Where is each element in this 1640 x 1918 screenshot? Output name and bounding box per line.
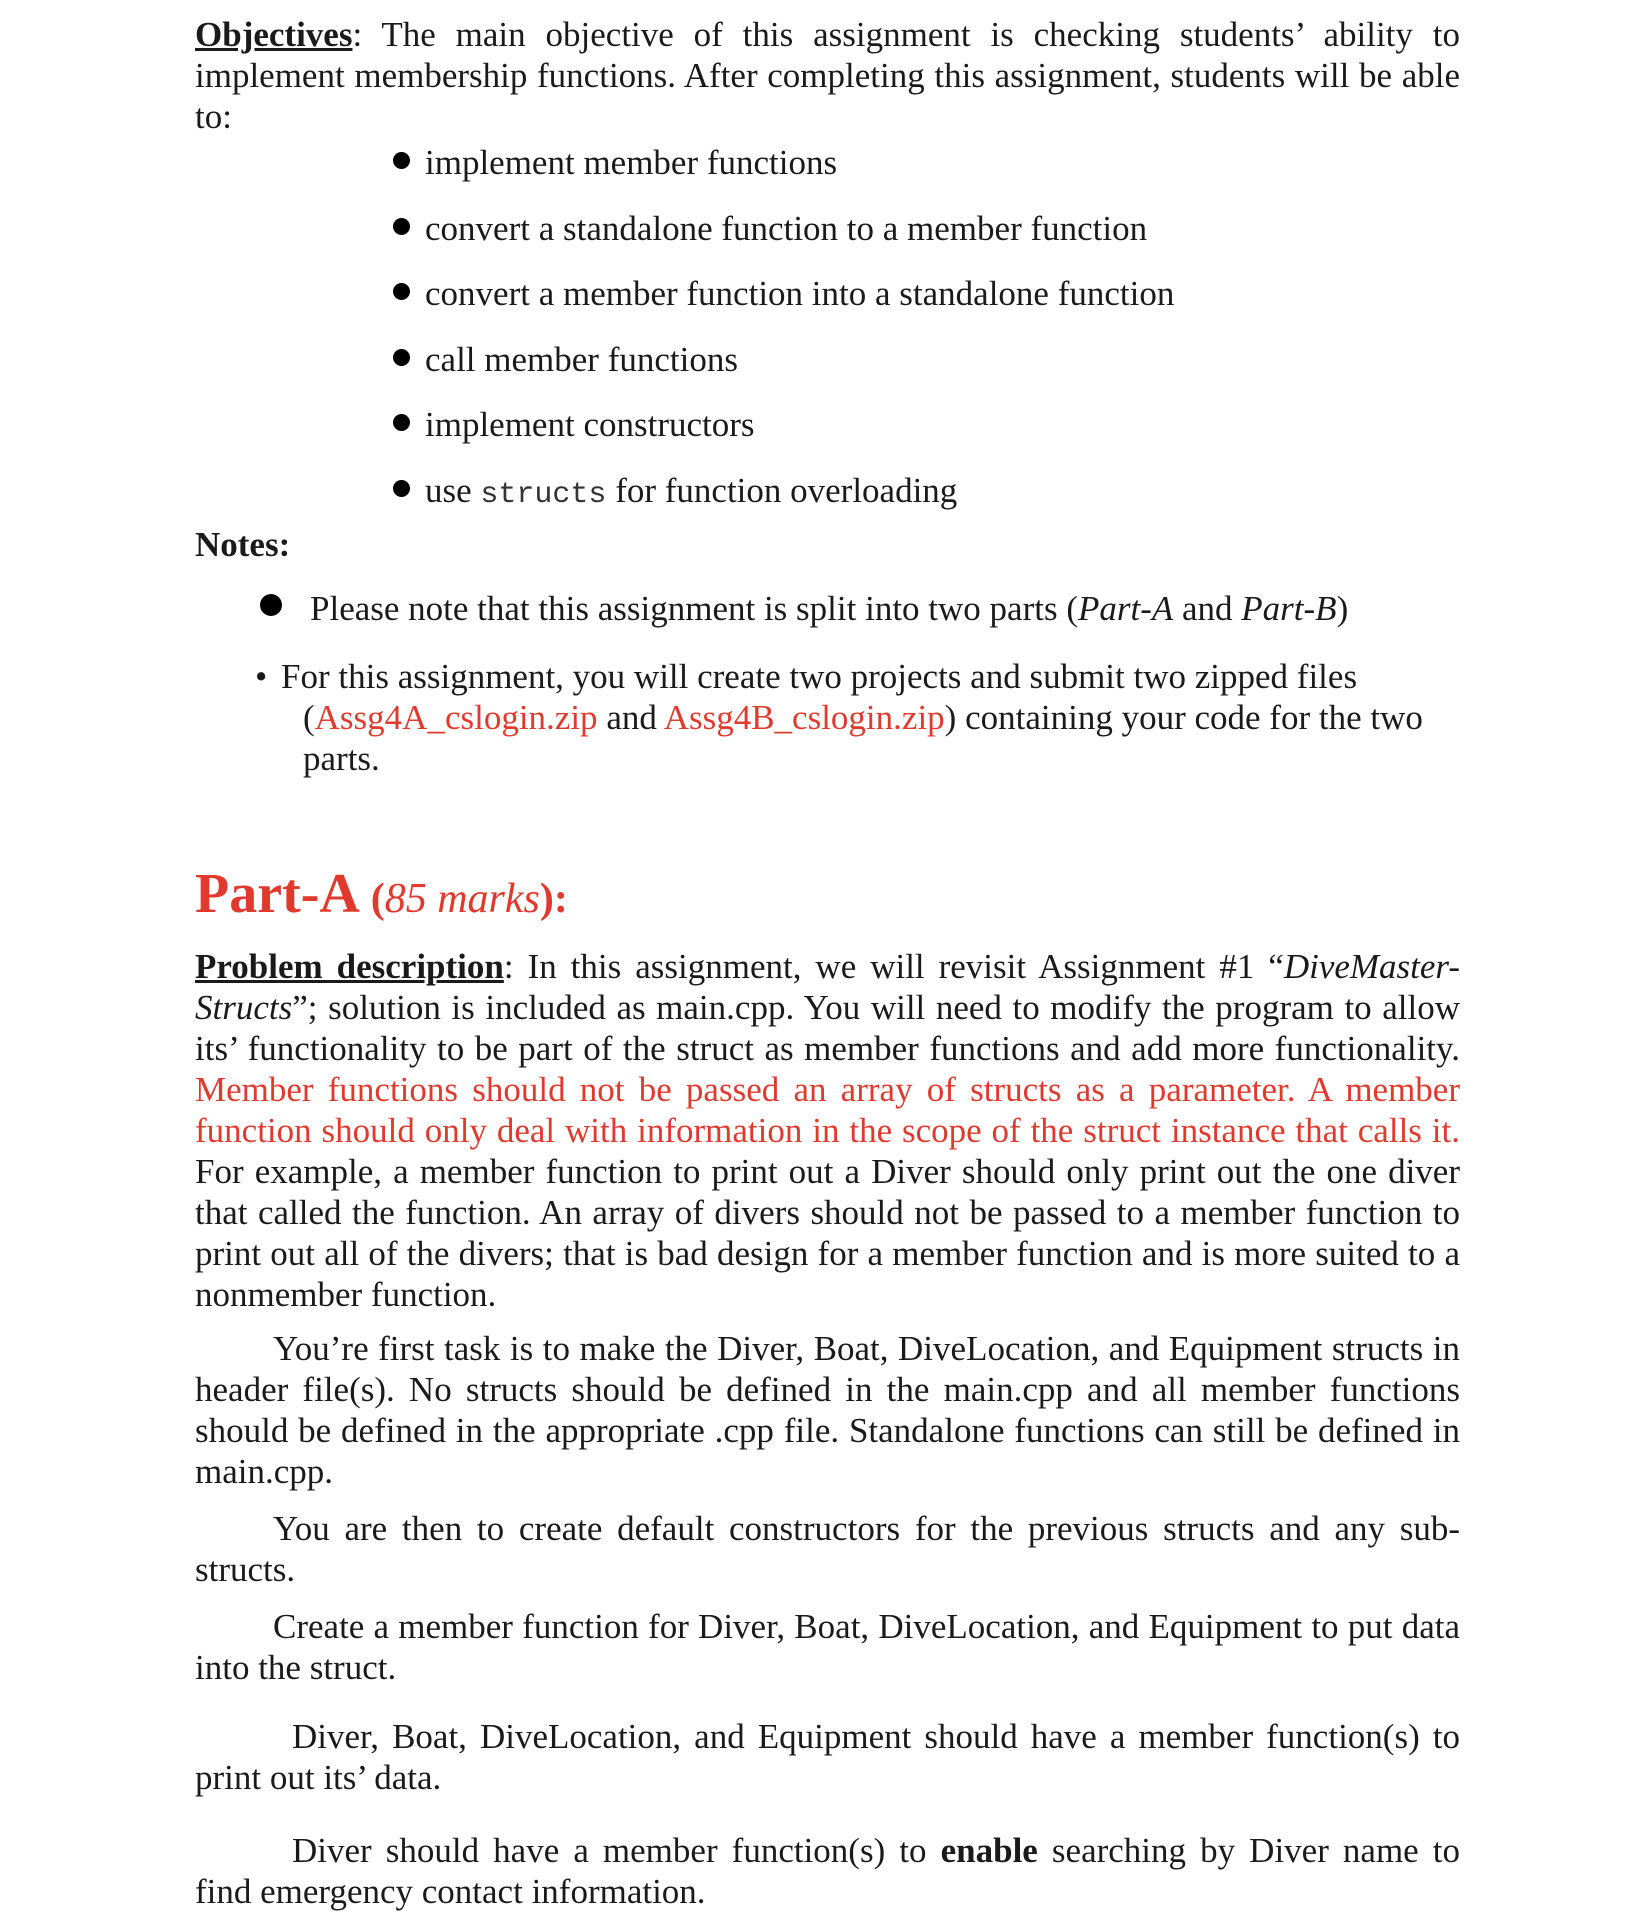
zip-file-a: Assg4A_cslogin.zip — [314, 698, 598, 737]
list-item: use structs for function overloading — [393, 470, 1174, 536]
bullet-icon — [393, 480, 410, 497]
bullet-icon — [393, 152, 410, 169]
bullet-icon — [393, 218, 410, 235]
paragraph-put-data: Create a member function for Diver, Boat, DiveLocation, and Equipment to put data into the struct. — [195, 1607, 1460, 1687]
paragraph-search: Diver should have a member function(s) to enable searching by Diver name to find emergency contact information. — [195, 1831, 1461, 1911]
problem-heading: Problem description — [195, 947, 504, 986]
bullet-icon — [393, 283, 410, 300]
paragraph-constructors: You are then to create default constructors for the previous structs and any sub-structs. — [195, 1509, 1460, 1589]
problem-description: Problem description: In this assignment, we will revisit Assignment #1 “DiveMaster-Structs”; solution is included as main.cpp. You will need to modify the program to allow its’ functionality to be part of the struct as member functions and add more functionality. Member functions should not be passed an array of structs as a parameter. A member function should only deal with information in the scope of the struct instance that calls it. For example, a member function to print out a Diver should only print out the one diver that called the function. An array of divers should not be passed to a member function to print out all of the divers; that is bad design for a member function and is more suited to a nonmember function. — [195, 947, 1461, 1314]
document-page: Objectives: The main objective of this assignment is checking students’ ability to implement membership functions. After completing this assignment, students will be able to: implement member functions convert a standalone function to a member function convert a member function into a standalone function call member functions implement constructors use structs for function overloading Notes: Please note that this assignment is split into two parts (Part-A and Part-B) • For this assignment, you will create two projects and submit two zipped files (Assg4A_cslogin.zip and Assg4B_cslogin.zip) containing your code for the two parts. Part-A (85 marks): Problem description: In this assignment, we will revisit Assignment #1 “DiveMaster-Structs”; solution is included as main.cpp. You will need to modify the program to allow its’ functionality to be part of the struct as member functions and add more functionality. Member functions should not be passed an array of structs as a parameter. A member function should only deal with information in the scope of the struct instance that calls it. For example, a member function to print out a Diver should only print out the one diver that called the function. An array of divers should not be passed to a member function to print out all of the divers; that is bad design for a member function and is more suited to a nonmember function. You’re first task is to make the Diver, Boat, DiveLocation, and Equipment structs in header file(s). No structs should be defined in the main.cpp and all member functions should be defined in the appropriate .cpp file. Standalone functions can still be defined in main.cpp. You are then to create default constructors for the previous structs and any sub-structs. Create a member function for Diver, Boat, DiveLocation, and Equipment to put data into the struct. Diver, Boat, DiveLocation, and Equipment should have a member function(s) to print out its’ data. Diver should have a member function(s) to enable searching by Diver name to find emergency contact information. — [195, 15, 1461, 1911]
bullet-icon: • — [255, 657, 268, 696]
objectives-heading: Objectives — [195, 15, 353, 54]
objectives-paragraph — [195, 14, 1460, 137]
bullet-icon — [260, 594, 282, 616]
part-a-title: Part-A (85 marks): — [195, 863, 568, 925]
bullet-icon — [393, 349, 410, 366]
list-item: implement constructors — [393, 404, 1174, 470]
paragraph-header-files: You’re first task is to make the Diver, Boat, DiveLocation, and Equipment structs in header file(s). No structs should be defined in the main.cpp and all member functions should be defined in the appropriate .cpp file. Standalone functions can still be defined in main.cpp. — [195, 1329, 1460, 1491]
bullet-icon — [393, 414, 410, 431]
problem-red-text: Member functions should not be passed an array of structs as a parameter. A member function should only deal with information in the scope of the struct instance that calls it. — [195, 1070, 1460, 1150]
list-item: implement member functions — [393, 142, 1174, 208]
code-structs: structs — [480, 477, 607, 512]
note-item-1: Please note that this assignment is split into two parts (Part-A and Part-B) — [260, 588, 1298, 629]
list-item: call member functions — [393, 339, 1174, 405]
objectives-text: : The main objective of this assignment is checking students’ ability to implement membership functions. After completing this assignment, students will be able to: — [195, 15, 1460, 136]
paragraph-print-data: Diver, Boat, DiveLocation, and Equipment should have a member function(s) to print out its’ data. — [195, 1717, 1460, 1797]
zip-file-b: Assg4B_cslogin.zip — [663, 698, 945, 737]
objectives-list — [393, 142, 1174, 535]
notes-heading: Notes: — [195, 525, 291, 564]
list-item: convert a member function into a standalone function — [393, 273, 1174, 339]
list-item: convert a standalone function to a member function — [393, 208, 1174, 274]
